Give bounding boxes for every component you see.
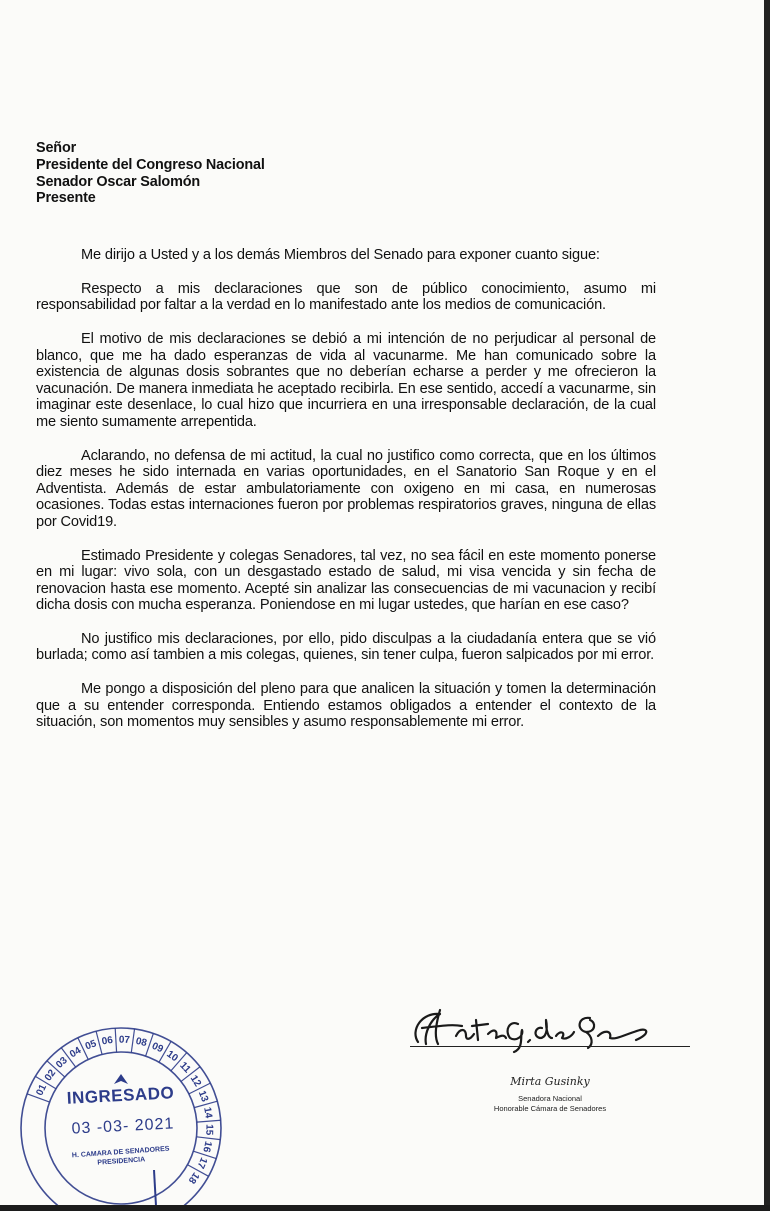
- letter-body: [36, 140, 656, 748]
- stamp-ring-number: 05: [83, 1038, 99, 1053]
- stamp-ring-number: 09: [150, 1040, 165, 1056]
- stamp-org-line-1: H. CAMARA DE SENADORES: [71, 1145, 170, 1160]
- stamp-ring-number: 08: [134, 1035, 148, 1050]
- stamp-ring-number: 10: [164, 1048, 180, 1065]
- paragraph-5: Estimado Presidente y colegas Senadores, tal vez, no sea fácil en este momento ponerse en mi lugar: vivo sola, con un desgastado estado de salud, mi visa vencida y sin fecha de renovacion hasta ese momento. Acepté sin analizar las consecuencias de mi vacunacion y recibí dicha dosis con mucha esperanza. Poniendose en mi lugar ustedes, que harían en ese caso?: [36, 547, 656, 614]
- paragraph-6: No justifico mis declaraciones, por ello, pido disculpas a la ciudadanía entera que se vió burlada; como así tambien a mis colegas, quienes, sin tener culpa, fueron salpicados por mi error.: [36, 630, 656, 664]
- stamp-ring-number: 18: [185, 1169, 202, 1186]
- paragraph-7: Me pongo a disposición del pleno para que analicen la situación y tomen la determinación que a su entender corresponda. Entiendo estamos obligados a entender el contexto de la situación, son momentos muy sensibles y asumo responsablemente mi error.: [36, 681, 656, 731]
- paragraph-4: Aclarando, no defensa de mi actitud, la cual no justifico como correcta, que en los últimos diez meses he sido internada en varias oportunidades, en el Sanatorio San Roque y en el Adventista. Además de estar ambulatoriamente con oxigeno en mi casa, en numerosas ocasiones. Todas estas internaciones fueron por problemas respiratorios graves, ninguna de ellas por Covid19.: [36, 447, 656, 530]
- paragraph-3: El motivo de mis declaraciones se debió a mi intención de no perjudicar al personal de blanco, que me ha dado esperanzas de vida al vacunarme. Me han comunicado sobre la existencia de algunas dosis sobrantes que no deberían echarse a perder y me ofrecieron la vacunación. De manera inmediata he aceptado recibirla. En ese sentido, accedí a vacunarme, sin imaginar este desenlace, lo cual hizo que incurriera en una irresponsable declaración, de la cual me siento sumamente arrepentida.: [36, 330, 656, 430]
- signatory-title-line-1: Senadora Nacional: [518, 1094, 582, 1103]
- addressee-line-2: Presidente del Congreso Nacional: [36, 156, 265, 173]
- page-edge-shadow: [764, 0, 770, 1211]
- addressee-line-3: Senador Oscar Salomón: [36, 173, 200, 190]
- signatory-title: [440, 1094, 660, 1114]
- stamp-ring-tick: [196, 1137, 220, 1140]
- stamp-ring-number: 14: [201, 1106, 214, 1120]
- stamp-ring-tick: [197, 1120, 221, 1122]
- stamp-ring-tick: [115, 1028, 116, 1052]
- stamp-ring-number: 13: [195, 1089, 211, 1104]
- addressee-line-1: Señor: [36, 140, 77, 156]
- addressee-block: [36, 140, 656, 207]
- received-stamp: [8, 1010, 238, 1205]
- stamp-ring: [8, 1010, 238, 1205]
- stamp-ring-number: 03: [54, 1055, 70, 1071]
- stamp-ring-number: 06: [101, 1034, 114, 1048]
- stamp-ring-tick: [131, 1029, 134, 1053]
- stamp-ring-number: 11: [177, 1060, 193, 1076]
- paragraph-2: Respecto a mis declaraciones que son de público conocimiento, asumo mi responsabilidad por faltar a la verdad en lo manifestado ante los medios de comunicación.: [36, 280, 656, 314]
- addressee-line-4: Presente: [36, 190, 96, 207]
- stamp-ring-number: 02: [42, 1067, 59, 1084]
- stamp-ring-number: 16: [200, 1139, 214, 1154]
- stamp-date: 03 -03- 2021: [71, 1115, 175, 1138]
- stamp-ring-number: 07: [118, 1034, 131, 1046]
- signature-block: [400, 1000, 700, 1150]
- stamp-org-line-2: PRESIDENCIA: [97, 1156, 146, 1167]
- stamp-ring-number: 01: [34, 1082, 50, 1098]
- page-bottom-edge: [0, 1205, 770, 1211]
- stamp-ring-number: 12: [187, 1073, 203, 1089]
- stamp-status: INGRESADO: [66, 1083, 175, 1108]
- stamp-dial-hand: [154, 1170, 156, 1205]
- stamp-ring-number: 04: [67, 1045, 84, 1061]
- signatory-title-line-2: Honorable Cámara de Senadores: [493, 1104, 607, 1113]
- stamp-ring-number: 17: [194, 1155, 209, 1171]
- paragraph-1: Me dirijo a Usted y a los demás Miembros del Senado para exponer cuanto sigue:: [81, 247, 600, 264]
- stamp-ring-number: 15: [203, 1124, 215, 1136]
- signatory-name: Mirta Gusinky: [510, 1075, 590, 1088]
- signature-line: [410, 1046, 690, 1047]
- handwritten-signature: [400, 1000, 700, 1060]
- stamp-arrow-icon: [114, 1074, 128, 1084]
